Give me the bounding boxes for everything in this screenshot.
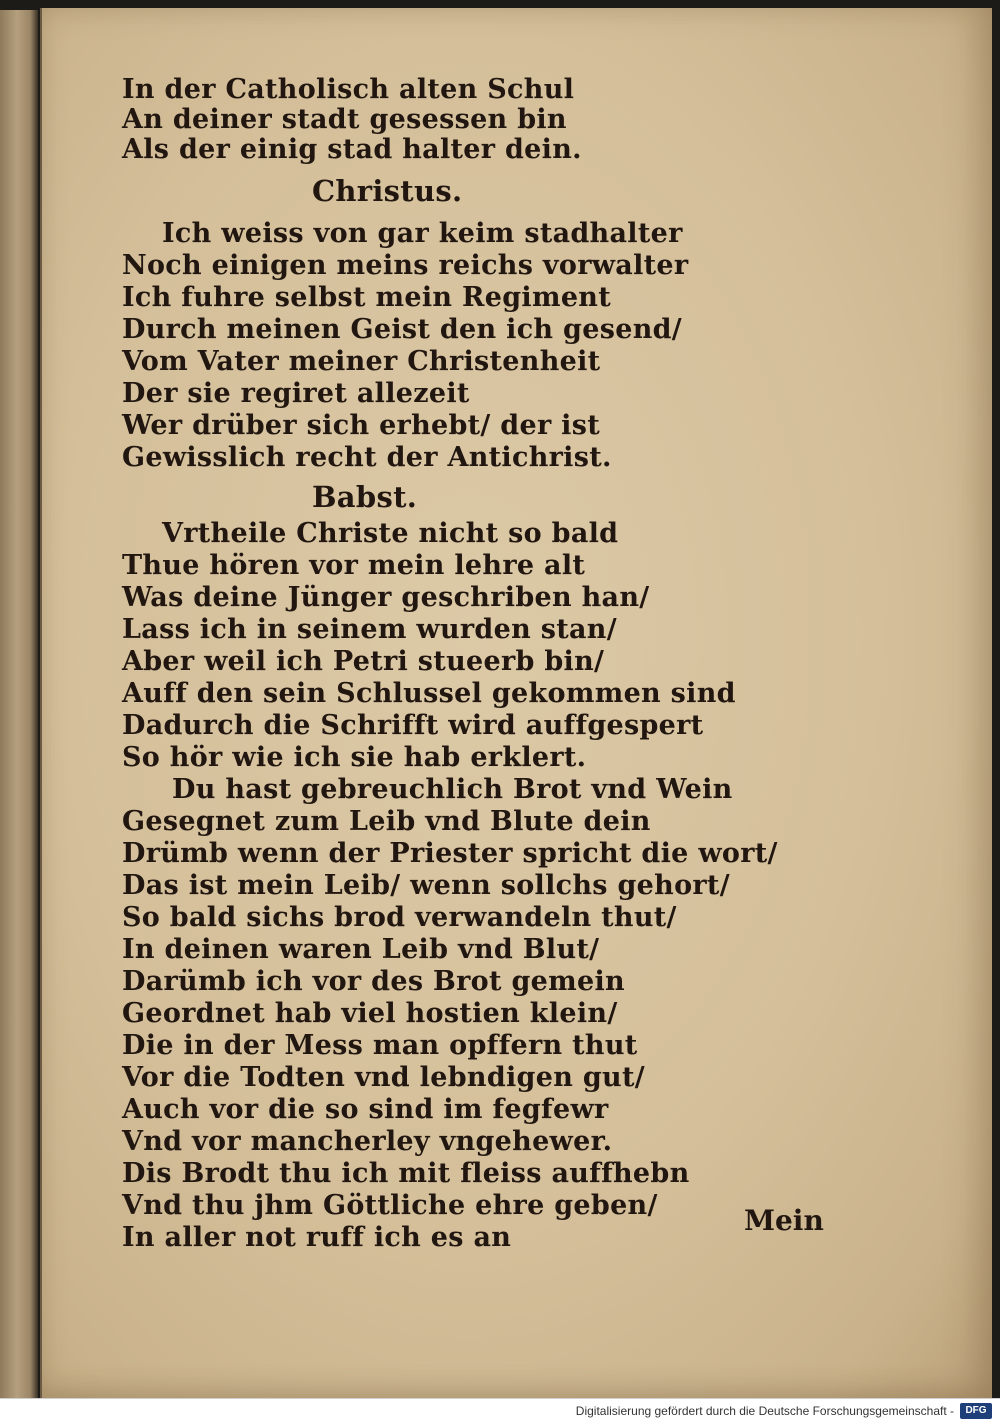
catchword: Mein <box>744 1204 824 1237</box>
verse-line: Ich weiss von gar keim stadhalter <box>162 218 683 249</box>
verse-line: Vor die Todten vnd lebndigen gut/ <box>122 1062 645 1093</box>
verse-line: Als der einig stad halter dein. <box>122 134 582 165</box>
verse-line: Der sie regiret allezeit <box>122 378 470 409</box>
verse-line: In deinen waren Leib vnd Blut/ <box>122 934 600 965</box>
verse-line: Vom Vater meiner Christenheit <box>122 346 601 377</box>
verse-line: Aber weil ich Petri stueerb bin/ <box>122 646 605 677</box>
verse-line: Die in der Mess man opffern thut <box>122 1030 638 1061</box>
book-page <box>40 8 992 1398</box>
verse-line: Auch vor die so sind im fegfewr <box>122 1094 609 1125</box>
verse-line: Vnd thu jhm Göttliche ehre geben/ <box>122 1190 658 1221</box>
verse-line: An deiner stadt gesessen bin <box>122 104 567 135</box>
verse-line: Thue hören vor mein lehre alt <box>122 550 586 581</box>
speaker-heading: Babst. <box>312 480 418 514</box>
dfg-logo: DFG <box>960 1403 992 1419</box>
verse-line: So bald sichs brod verwandeln thut/ <box>122 902 677 933</box>
footer-bar <box>0 1398 1000 1424</box>
verse-line: Vrtheile Christe nicht so bald <box>162 518 619 549</box>
verse-line: In aller not ruff ich es an <box>122 1222 512 1253</box>
footer-credit: Digitalisierung gefördert durch die Deutsche Forschungsgemeinschaft - <box>575 1404 954 1418</box>
verse-line: Noch einigen meins reichs vorwalter <box>122 250 689 281</box>
verse-line: Gewisslich recht der Antichrist. <box>122 442 612 473</box>
previous-page-edge <box>0 10 38 1398</box>
speaker-heading: Christus. <box>312 174 463 208</box>
verse-line: Dis Brodt thu ich mit fleiss auffhebn <box>122 1158 690 1189</box>
verse-line: So hör wie ich sie hab erklert. <box>122 742 587 773</box>
verse-line: Gesegnet zum Leib vnd Blute dein <box>122 806 651 837</box>
verse-line: Darümb ich vor des Brot gemein <box>122 966 625 997</box>
verse-line: Durch meinen Geist den ich gesend/ <box>122 314 682 345</box>
verse-line: Vnd vor mancherley vngehewer. <box>122 1126 613 1157</box>
verse-line: Das ist mein Leib/ wenn sollchs gehort/ <box>122 870 730 901</box>
verse-line: Auff den sein Schlussel gekommen sind <box>122 678 736 709</box>
verse-line: Was deine Jünger geschriben han/ <box>122 582 650 613</box>
verse-line: Du hast gebreuchlich Brot vnd Wein <box>172 774 733 805</box>
verse-line: Lass ich in seinem wurden stan/ <box>122 614 617 645</box>
verse-line: Dadurch die Schrifft wird auffgespert <box>122 710 704 741</box>
verse-line: Ich fuhre selbst mein Regiment <box>122 282 612 313</box>
verse-line: In der Catholisch alten Schul <box>122 74 575 105</box>
verse-line: Geordnet hab viel hostien klein/ <box>122 998 618 1029</box>
verse-line: Drümb wenn der Priester spricht die wort/ <box>122 838 778 869</box>
verse-line: Wer drüber sich erhebt/ der ist <box>122 410 601 441</box>
